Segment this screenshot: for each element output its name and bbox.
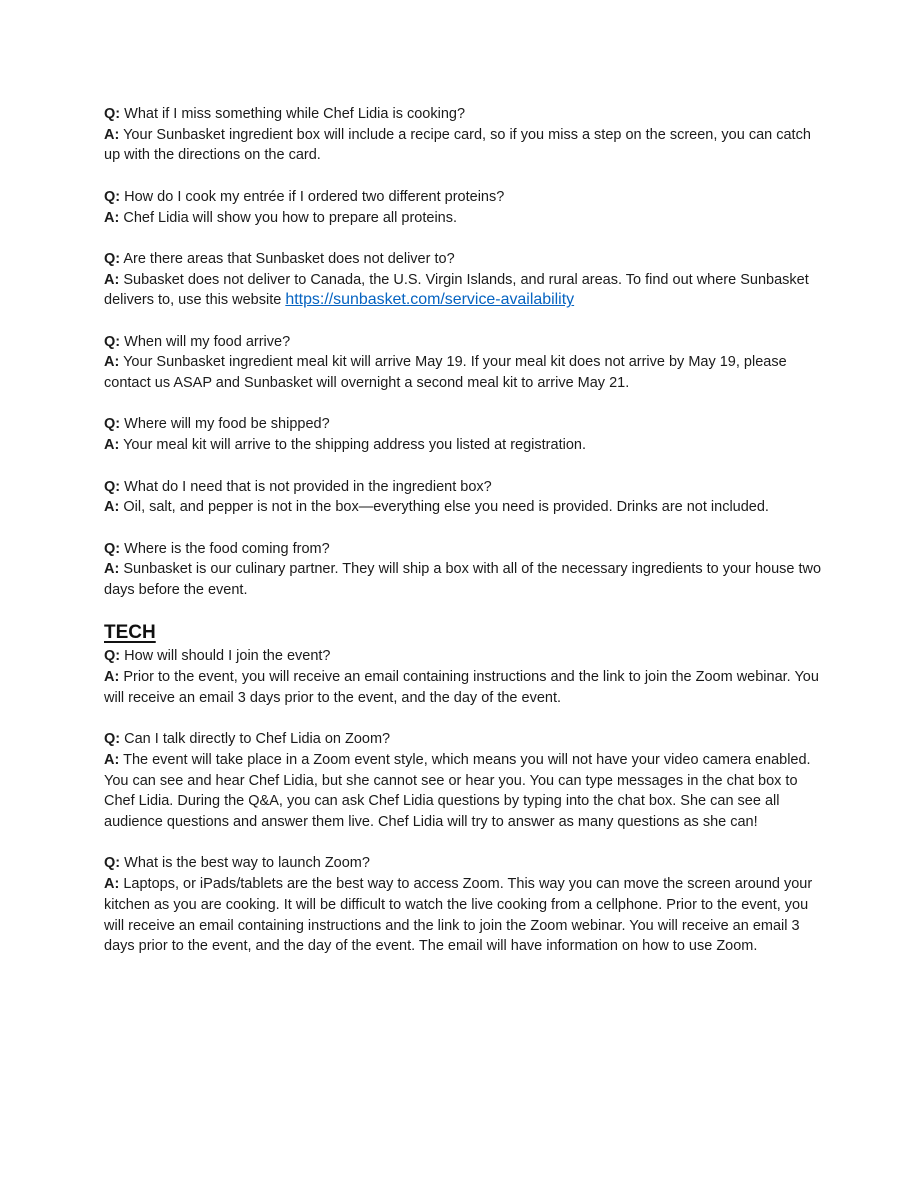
answer-line	[104, 270, 828, 311]
a-label: A:	[104, 209, 120, 226]
answer-line	[104, 435, 828, 456]
answer-text: The event will take place in a Zoom event style, which means you will not have your video camera enabled. You can see and hear Chef Lidia, but she cannot see or hear you. You can type messages in the chat box to Chef Lidia. During the Q&A, you can ask Chef Lidia questions by typing into the chat box. She can see all audience questions and answer them live. Chef Lidia will try to answer as many questions as she can!	[104, 751, 811, 831]
a-label: A:	[104, 354, 120, 371]
question-line	[104, 414, 828, 435]
question-text: What if I miss something while Chef Lidia is cooking?	[124, 106, 466, 122]
answer-line	[104, 208, 828, 229]
answer-line	[104, 874, 828, 957]
question-text: Are there areas that Sunbasket does not deliver to?	[123, 250, 455, 267]
a-label: A:	[104, 437, 120, 454]
q-label: Q:	[104, 478, 121, 495]
answer-line	[104, 352, 828, 393]
question-line	[104, 332, 828, 353]
answer-text: Sunbasket is our culinary partner. They will ship a box with all of the necessary ingredients to your house two days before the event.	[104, 561, 822, 599]
question-text: How will should I join the event?	[124, 648, 331, 665]
tech-section-heading: TECH	[104, 622, 156, 644]
question-line	[104, 477, 828, 498]
qa-item	[104, 853, 828, 957]
qa-item	[104, 332, 828, 394]
question-text: When will my food arrive?	[124, 333, 291, 350]
answer-text: Chef Lidia will show you how to prepare all proteins.	[123, 209, 458, 226]
question-text: Can I talk directly to Chef Lidia on Zoom?	[124, 731, 391, 748]
a-label: A:	[104, 751, 120, 768]
qa-item	[104, 646, 828, 708]
q-label: Q:	[104, 333, 121, 350]
qa-item	[104, 729, 828, 833]
question-line	[104, 187, 828, 208]
question-text: How do I cook my entrée if I ordered two different proteins?	[124, 188, 505, 205]
q-label: Q:	[104, 540, 121, 557]
question-line	[104, 853, 828, 874]
answer-text: Subasket does not deliver to Canada, the U.S. Virgin Islands, and rural areas. To find out where Sunbasket delivers to, use this website	[104, 271, 809, 309]
q-label: Q:	[104, 731, 121, 748]
q-label: Q:	[104, 648, 121, 665]
answer-text: Laptops, or iPads/tablets are the best way to access Zoom. This way you can move the screen around your kitchen as you are cooking. It will be difficult to watch the live cooking from a cellphone. Prior to the event, you will receive an email containing instructions and the link to join the Zoom webinar. You will receive an email 3 days prior to the event, and the day of the event. The email will have information on how to use Zoom.	[104, 876, 813, 955]
answer-line	[104, 667, 828, 708]
qa-item	[104, 539, 828, 601]
answer-line	[104, 497, 828, 518]
question-text: What do I need that is not provided in the ingredient box?	[124, 478, 492, 495]
qa-item	[104, 104, 828, 166]
q-label: Q:	[104, 106, 121, 122]
a-label: A:	[104, 271, 120, 288]
a-label: A:	[104, 126, 120, 143]
q-label: Q:	[104, 188, 121, 205]
qa-item	[104, 249, 828, 311]
a-label: A:	[104, 499, 120, 516]
answer-text: Prior to the event, you will receive an email containing instructions and the link to join the Zoom webinar. You will receive an email 3 days prior to the event, and the day of the event.	[104, 669, 819, 706]
question-line	[104, 646, 828, 667]
question-text: Where is the food coming from?	[124, 540, 330, 557]
service-availability-link[interactable]: https://sunbasket.com/service-availability	[285, 291, 575, 309]
q-label: Q:	[104, 855, 121, 872]
answer-text: Your Sunbasket ingredient box will include a recipe card, so if you miss a step on the screen, you can catch up with the directions on the card.	[104, 126, 811, 164]
answer-text: Your meal kit will arrive to the shipping address you listed at registration.	[123, 437, 586, 454]
a-label: A:	[104, 669, 120, 686]
question-line	[104, 539, 828, 560]
answer-text: Your Sunbasket ingredient meal kit will arrive May 19. If your meal kit does not arrive by May 19, please contact us ASAP and Sunbasket will overnight a second meal kit to arrive May 21.	[104, 354, 787, 392]
question-line	[104, 249, 828, 270]
document-content	[104, 104, 828, 957]
qa-item	[104, 477, 828, 518]
a-label: A:	[104, 561, 120, 578]
question-line	[104, 104, 828, 125]
answer-text: Oil, salt, and pepper is not in the box—everything else you need is provided. Drinks are not included.	[123, 499, 769, 516]
answer-line	[104, 125, 828, 166]
a-label: A:	[104, 876, 120, 893]
answer-line	[104, 750, 828, 833]
q-label: Q:	[104, 416, 121, 433]
qa-item	[104, 414, 828, 455]
question-line	[104, 729, 828, 750]
qa-item	[104, 187, 828, 228]
q-label: Q:	[104, 250, 121, 267]
question-text: Where will my food be shipped?	[124, 416, 330, 433]
answer-line	[104, 559, 828, 600]
question-text: What is the best way to launch Zoom?	[124, 855, 370, 872]
